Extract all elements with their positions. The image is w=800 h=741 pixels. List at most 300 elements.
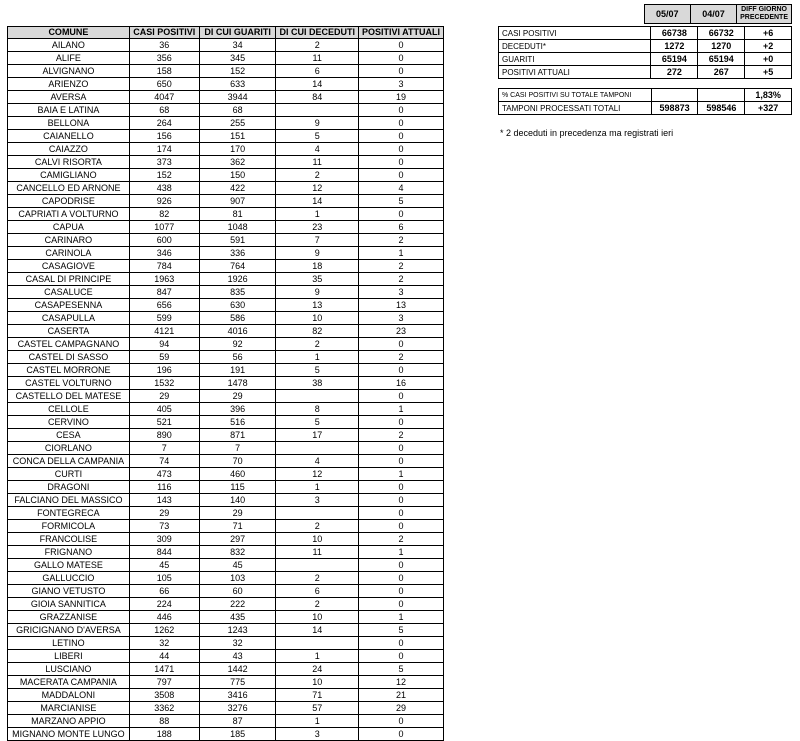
deceduti-cell: 2 [276,169,359,182]
deceduti-cell [276,637,359,650]
positivi-attuali-cell: 0 [358,598,443,611]
deceduti-cell: 1 [276,351,359,364]
casi-positivi-cell: 656 [129,299,199,312]
casi-positivi-cell: 94 [129,338,199,351]
deceduti-cell: 8 [276,403,359,416]
pct-value: 1,83% [745,89,792,102]
guariti-cell: 4016 [199,325,276,338]
guariti-cell: 907 [199,195,276,208]
table-row [8,299,444,312]
summary-yesterday: 1270 [698,40,745,53]
guariti-cell: 586 [199,312,276,325]
table-row [8,715,444,728]
positivi-attuali-cell: 0 [358,520,443,533]
positivi-attuali-cell: 1 [358,247,443,260]
positivi-attuali-cell: 2 [358,273,443,286]
positivi-attuali-cell: 29 [358,702,443,715]
comune-cell: CASTEL DI SASSO [8,351,130,364]
table-row [8,286,444,299]
positivi-attuali-cell: 2 [358,429,443,442]
deceduti-cell: 38 [276,377,359,390]
summary-col-today: 05/07 [644,5,690,24]
guariti-cell: 775 [199,676,276,689]
table-row [8,533,444,546]
casi-positivi-cell: 82 [129,208,199,221]
summary-tamponi-row [499,102,792,115]
casi-positivi-cell: 44 [129,650,199,663]
guariti-cell: 170 [199,143,276,156]
comune-cell: CELLOLE [8,403,130,416]
table-row [8,650,444,663]
table-row [8,78,444,91]
summary-row [499,66,792,79]
summary-row [499,40,792,53]
positivi-attuali-cell: 5 [358,195,443,208]
pct-today [651,89,698,102]
table-row [8,65,444,78]
casi-positivi-cell: 32 [129,637,199,650]
comune-cell: FALCIANO DEL MASSICO [8,494,130,507]
comune-cell: CASAPESENNA [8,299,130,312]
casi-positivi-cell: 264 [129,117,199,130]
comune-cell: BELLONA [8,117,130,130]
comune-cell: CIORLANO [8,442,130,455]
positivi-attuali-cell: 0 [358,559,443,572]
guariti-cell: 32 [199,637,276,650]
guariti-cell: 633 [199,78,276,91]
guariti-cell: 630 [199,299,276,312]
positivi-attuali-cell: 0 [358,208,443,221]
header-comune: COMUNE [8,27,130,39]
deceduti-cell: 9 [276,286,359,299]
positivi-attuali-cell: 0 [358,65,443,78]
casi-positivi-cell: 188 [129,728,199,741]
summary-row [499,53,792,66]
deceduti-cell: 1 [276,208,359,221]
comune-cell: GIANO VETUSTO [8,585,130,598]
guariti-cell: 34 [199,39,276,52]
summary-diff: +0 [745,53,792,66]
comune-cell: CALVI RISORTA [8,156,130,169]
comune-cell: CASAL DI PRINCIPE [8,273,130,286]
summary-col-yesterday: 04/07 [690,5,736,24]
table-row [8,455,444,468]
table-row [8,325,444,338]
deceduti-cell: 12 [276,182,359,195]
pct-label: % CASI POSITIVI SU TOTALE TAMPONI [499,89,652,102]
deceduti-cell: 82 [276,325,359,338]
deceduti-cell: 2 [276,598,359,611]
positivi-attuali-cell: 0 [358,637,443,650]
casi-positivi-cell: 68 [129,104,199,117]
summary-col-diff: DIFF GIORNO PRECEDENTE [737,5,792,24]
guariti-cell: 422 [199,182,276,195]
guariti-cell: 1478 [199,377,276,390]
summary-today: 272 [651,66,698,79]
table-row [8,585,444,598]
guariti-cell: 297 [199,533,276,546]
table-row [8,273,444,286]
table-row [8,507,444,520]
tamponi-label: TAMPONI PROCESSATI TOTALI [499,102,652,115]
comune-cell: GRAZZANISE [8,611,130,624]
casi-positivi-cell: 599 [129,312,199,325]
table-row [8,390,444,403]
casi-positivi-cell: 521 [129,416,199,429]
guariti-cell: 3276 [199,702,276,715]
positivi-attuali-cell: 2 [358,533,443,546]
table-row [8,351,444,364]
guariti-cell: 71 [199,520,276,533]
positivi-attuali-cell: 1 [358,611,443,624]
table-row [8,117,444,130]
deceduti-cell [276,104,359,117]
deceduti-cell: 12 [276,468,359,481]
deceduti-cell: 2 [276,338,359,351]
comune-cell: CAIANELLO [8,130,130,143]
deceduti-cell: 14 [276,624,359,637]
positivi-attuali-cell: 12 [358,676,443,689]
positivi-attuali-cell: 0 [358,117,443,130]
summary-table [498,26,792,79]
table-row [8,39,444,52]
guariti-cell: 832 [199,546,276,559]
deceduti-cell: 17 [276,429,359,442]
positivi-attuali-cell: 0 [358,143,443,156]
deceduti-cell: 2 [276,572,359,585]
tamponi-diff: +327 [745,102,792,115]
guariti-cell: 591 [199,234,276,247]
table-row [8,182,444,195]
positivi-attuali-cell: 21 [358,689,443,702]
casi-positivi-cell: 926 [129,195,199,208]
guariti-cell: 435 [199,611,276,624]
table-row [8,611,444,624]
positivi-attuali-cell: 0 [358,156,443,169]
deceduti-cell: 2 [276,39,359,52]
casi-positivi-cell: 356 [129,52,199,65]
table-row [8,143,444,156]
summary-header-table [498,4,792,24]
comune-cell: ALVIGNANO [8,65,130,78]
guariti-cell: 92 [199,338,276,351]
table-row [8,208,444,221]
summary-diff: +2 [745,40,792,53]
comune-cell: CERVINO [8,416,130,429]
tamponi-today: 598873 [651,102,698,115]
summary-label: DECEDUTI* [499,40,651,53]
comune-cell: CASTEL VOLTURNO [8,377,130,390]
deceduti-cell: 11 [276,156,359,169]
comune-cell: CASTEL CAMPAGNANO [8,338,130,351]
comune-cell: FONTEGRECA [8,507,130,520]
deceduti-cell [276,507,359,520]
casi-positivi-cell: 36 [129,39,199,52]
positivi-attuali-cell: 6 [358,221,443,234]
guariti-cell: 3416 [199,689,276,702]
deceduti-cell: 6 [276,65,359,78]
casi-positivi-cell: 797 [129,676,199,689]
deceduti-cell: 11 [276,546,359,559]
table-row [8,676,444,689]
deceduti-cell: 3 [276,494,359,507]
comune-cell: MACERATA CAMPANIA [8,676,130,689]
comune-cell: MARZANO APPIO [8,715,130,728]
casi-positivi-cell: 1532 [129,377,199,390]
comune-cell: CASALUCE [8,286,130,299]
positivi-attuali-cell: 0 [358,572,443,585]
comune-cell: CAPUA [8,221,130,234]
guariti-cell: 70 [199,455,276,468]
positivi-attuali-cell: 2 [358,351,443,364]
comune-cell: CARINARO [8,234,130,247]
comune-cell: CAIAZZO [8,143,130,156]
positivi-attuali-cell: 0 [358,364,443,377]
positivi-attuali-cell: 3 [358,312,443,325]
positivi-attuali-cell: 23 [358,325,443,338]
guariti-cell: 336 [199,247,276,260]
guariti-cell: 362 [199,156,276,169]
casi-positivi-cell: 7 [129,442,199,455]
deceduti-cell: 10 [276,676,359,689]
table-row [8,104,444,117]
deceduti-cell: 18 [276,260,359,273]
deceduti-cell: 7 [276,234,359,247]
guariti-cell: 1048 [199,221,276,234]
comune-cell: DRAGONI [8,481,130,494]
deceduti-cell: 23 [276,221,359,234]
guariti-cell: 516 [199,416,276,429]
deceduti-cell: 2 [276,520,359,533]
casi-positivi-cell: 156 [129,130,199,143]
table-row [8,637,444,650]
casi-positivi-cell: 3508 [129,689,199,702]
summary-label: POSITIVI ATTUALI [499,66,651,79]
guariti-cell: 87 [199,715,276,728]
casi-positivi-cell: 1077 [129,221,199,234]
summary-today: 66738 [651,27,698,40]
positivi-attuali-cell: 4 [358,182,443,195]
deceduti-cell: 10 [276,312,359,325]
guariti-cell: 140 [199,494,276,507]
comune-cell: CARINOLA [8,247,130,260]
comune-cell: CAMIGLIANO [8,169,130,182]
casi-positivi-cell: 373 [129,156,199,169]
positivi-attuali-cell: 0 [358,39,443,52]
positivi-attuali-cell: 0 [358,481,443,494]
table-row [8,247,444,260]
deceduti-cell [276,559,359,572]
deceduti-cell: 5 [276,416,359,429]
table-row [8,260,444,273]
comune-cell: CESA [8,429,130,442]
summary-yesterday: 65194 [698,53,745,66]
casi-positivi-cell: 405 [129,403,199,416]
summary-tamponi-table [498,88,792,115]
positivi-attuali-cell: 0 [358,715,443,728]
comune-cell: AILANO [8,39,130,52]
deceduti-cell: 4 [276,455,359,468]
table-row [8,312,444,325]
positivi-attuali-cell: 1 [358,403,443,416]
table-row [8,520,444,533]
guariti-cell: 3944 [199,91,276,104]
casi-positivi-cell: 88 [129,715,199,728]
footnote: * 2 deceduti in precedenza ma registrati ieri [500,128,674,138]
table-row [8,442,444,455]
deceduti-cell: 6 [276,585,359,598]
comune-cell: FRANCOLISE [8,533,130,546]
table-row [8,468,444,481]
table-row [8,156,444,169]
casi-positivi-cell: 143 [129,494,199,507]
casi-positivi-cell: 1963 [129,273,199,286]
positivi-attuali-cell: 0 [358,442,443,455]
guariti-cell: 56 [199,351,276,364]
positivi-attuali-cell: 0 [358,507,443,520]
guariti-cell: 45 [199,559,276,572]
deceduti-cell: 84 [276,91,359,104]
guariti-cell: 103 [199,572,276,585]
table-row [8,130,444,143]
casi-positivi-cell: 600 [129,234,199,247]
comune-cell: CASERTA [8,325,130,338]
deceduti-cell: 1 [276,650,359,663]
casi-positivi-cell: 309 [129,533,199,546]
positivi-attuali-cell: 0 [358,455,443,468]
table-row [8,338,444,351]
table-row [8,234,444,247]
casi-positivi-cell: 1262 [129,624,199,637]
deceduti-cell [276,442,359,455]
guariti-cell: 764 [199,260,276,273]
table-row [8,481,444,494]
tamponi-yesterday: 598546 [698,102,745,115]
casi-positivi-cell: 4121 [129,325,199,338]
table-row [8,377,444,390]
table-row [8,546,444,559]
comune-cell: LUSCIANO [8,663,130,676]
casi-positivi-cell: 1471 [129,663,199,676]
positivi-attuali-cell: 5 [358,663,443,676]
comune-cell: CASTEL MORRONE [8,364,130,377]
deceduti-cell: 13 [276,299,359,312]
table-row [8,364,444,377]
table-row [8,52,444,65]
positivi-attuali-cell: 1 [358,546,443,559]
table-row [8,624,444,637]
guariti-cell: 152 [199,65,276,78]
casi-positivi-cell: 105 [129,572,199,585]
casi-positivi-cell: 784 [129,260,199,273]
comune-cell: FORMICOLA [8,520,130,533]
positivi-attuali-cell: 1 [358,468,443,481]
guariti-cell: 1442 [199,663,276,676]
comune-cell: GIOIA SANNITICA [8,598,130,611]
deceduti-cell: 35 [276,273,359,286]
table-row [8,403,444,416]
deceduti-cell: 1 [276,715,359,728]
guariti-cell: 1243 [199,624,276,637]
deceduti-cell: 9 [276,247,359,260]
positivi-attuali-cell: 0 [358,728,443,741]
casi-positivi-cell: 473 [129,468,199,481]
casi-positivi-cell: 116 [129,481,199,494]
guariti-cell: 29 [199,507,276,520]
summary-yesterday: 267 [698,66,745,79]
summary-header-row [498,5,792,24]
comune-cell: FRIGNANO [8,546,130,559]
comuni-table-header-row [8,27,444,39]
positivi-attuali-cell: 0 [358,52,443,65]
guariti-cell: 7 [199,442,276,455]
casi-positivi-cell: 158 [129,65,199,78]
positivi-attuali-cell: 0 [358,650,443,663]
guariti-cell: 460 [199,468,276,481]
deceduti-cell [276,390,359,403]
comune-cell: MARCIANISE [8,702,130,715]
deceduti-cell: 10 [276,533,359,546]
table-row [8,702,444,715]
deceduti-cell: 24 [276,663,359,676]
positivi-attuali-cell: 0 [358,416,443,429]
guariti-cell: 150 [199,169,276,182]
casi-positivi-cell: 446 [129,611,199,624]
comuni-table-body [8,39,444,741]
deceduti-cell: 14 [276,195,359,208]
casi-positivi-cell: 174 [129,143,199,156]
comune-cell: GRICIGNANO D'AVERSA [8,624,130,637]
guariti-cell: 255 [199,117,276,130]
summary-today: 1272 [651,40,698,53]
positivi-attuali-cell: 3 [358,78,443,91]
positivi-attuali-cell: 2 [358,234,443,247]
guariti-cell: 151 [199,130,276,143]
guariti-cell: 68 [199,104,276,117]
comune-cell: MIGNANO MONTE LUNGO [8,728,130,741]
positivi-attuali-cell: 3 [358,286,443,299]
comune-cell: ALIFE [8,52,130,65]
comune-cell: LIBERI [8,650,130,663]
comune-cell: CURTI [8,468,130,481]
guariti-cell: 29 [199,390,276,403]
deceduti-cell: 14 [276,78,359,91]
comuni-table [7,26,444,741]
guariti-cell: 222 [199,598,276,611]
casi-positivi-cell: 29 [129,507,199,520]
guariti-cell: 60 [199,585,276,598]
guariti-cell: 81 [199,208,276,221]
positivi-attuali-cell: 19 [358,91,443,104]
comune-cell: LETINO [8,637,130,650]
guariti-cell: 835 [199,286,276,299]
pct-yesterday [698,89,745,102]
comune-cell: CAPRIATI A VOLTURNO [8,208,130,221]
comune-cell: CASTELLO DEL MATESE [8,390,130,403]
positivi-attuali-cell: 0 [358,390,443,403]
summary-label: GUARITI [499,53,651,66]
casi-positivi-cell: 847 [129,286,199,299]
header-deceduti: DI CUI DECEDUTI [276,27,359,39]
positivi-attuali-cell: 0 [358,585,443,598]
casi-positivi-cell: 59 [129,351,199,364]
casi-positivi-cell: 346 [129,247,199,260]
casi-positivi-cell: 438 [129,182,199,195]
table-row [8,416,444,429]
positivi-attuali-cell: 0 [358,104,443,117]
guariti-cell: 43 [199,650,276,663]
table-row [8,429,444,442]
